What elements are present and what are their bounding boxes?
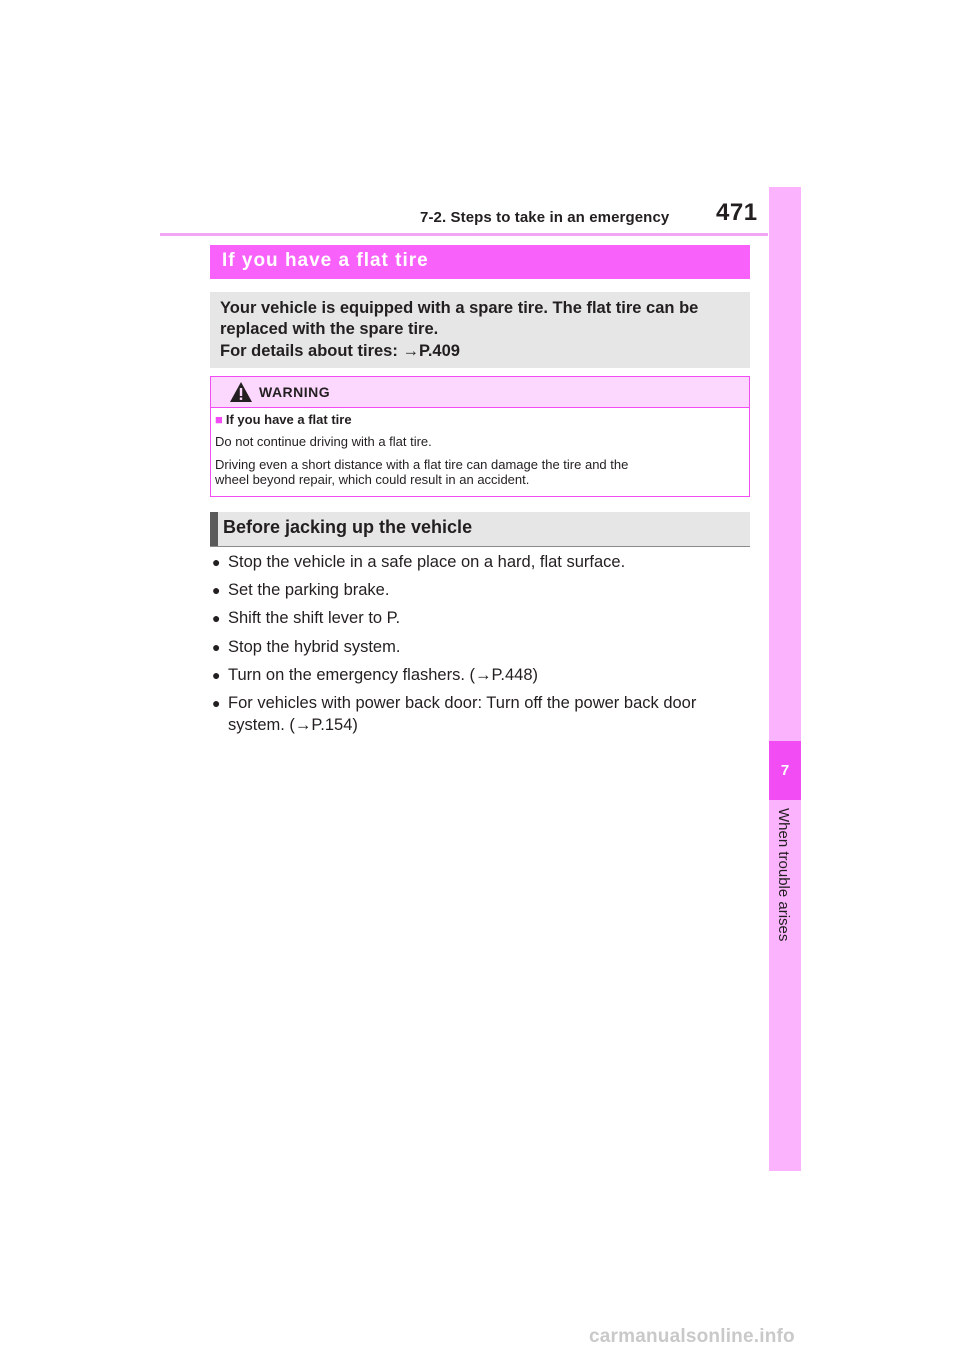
bullet-icon: ● <box>212 695 221 711</box>
summary-line-3-prefix: For details about tires: <box>220 342 403 360</box>
bullet-icon: ● <box>212 639 221 655</box>
chapter-title: When trouble arises <box>775 808 792 942</box>
list-item-text: Set the parking brake. <box>228 581 390 599</box>
warning-bullet-text: If you have a flat tire <box>225 412 352 427</box>
header-divider <box>160 233 768 236</box>
list-item <box>212 581 389 600</box>
list-item-text: Stop the hybrid system. <box>228 638 401 656</box>
warning-text-line-2: Driving even a short distance with a flat tire can damage the tire and the <box>215 457 629 472</box>
chapter-number-badge: 7 <box>769 741 801 800</box>
section-title: Before jacking up the vehicle <box>223 517 473 537</box>
page-section-title: 7-2. Steps to take in an emergency <box>420 209 670 226</box>
section-accent-bar <box>210 512 218 546</box>
list-item-continuation: system. (→P.154) <box>228 716 358 734</box>
summary-line-3 <box>220 342 460 361</box>
list-item <box>212 694 696 713</box>
warning-header <box>211 377 749 408</box>
bullet-icon: ● <box>212 554 221 570</box>
summary-box <box>210 292 750 368</box>
arrow-icon: → <box>402 342 419 360</box>
summary-line-2: replaced with the spare tire. <box>220 320 439 338</box>
page-reference-link[interactable]: P.409 <box>418 342 460 360</box>
list-item <box>212 666 538 685</box>
list-item-text: Stop the vehicle in a safe place on a hard, flat surface. <box>228 553 626 571</box>
list-item-text: For vehicles with power back door: Turn off the power back door <box>228 694 697 712</box>
list-item <box>212 553 625 572</box>
list-item <box>212 638 400 657</box>
chapter-title-wrap <box>769 808 801 978</box>
bullet-icon: ● <box>212 582 221 598</box>
chapter-side-tab <box>769 187 801 1171</box>
warning-box <box>210 376 750 497</box>
section-header-flat-tire <box>210 245 750 279</box>
warning-label: WARNING <box>259 384 331 400</box>
page-number: 471 <box>716 199 758 226</box>
warning-text-line-3: wheel beyond repair, which could result in an accident. <box>215 472 530 487</box>
list-item <box>212 609 400 628</box>
square-bullet-icon: ■ <box>215 412 223 427</box>
warning-bullet-title <box>215 412 352 427</box>
bullet-icon: ● <box>212 610 221 626</box>
warning-triangle-icon <box>229 381 253 403</box>
warning-text-line-1: Do not continue driving with a flat tire. <box>215 434 432 449</box>
watermark: carmanualsonline.info <box>589 1326 795 1347</box>
list-item-text: Shift the shift lever to P. <box>228 609 401 627</box>
section-header-before-jacking <box>210 512 750 547</box>
list-item-text: Turn on the emergency flashers. (→P.448) <box>228 666 538 684</box>
summary-line-1: Your vehicle is equipped with a spare tire. The flat tire can be <box>220 299 699 317</box>
bullet-icon: ● <box>212 667 221 683</box>
section-title: If you have a flat tire <box>222 250 429 271</box>
